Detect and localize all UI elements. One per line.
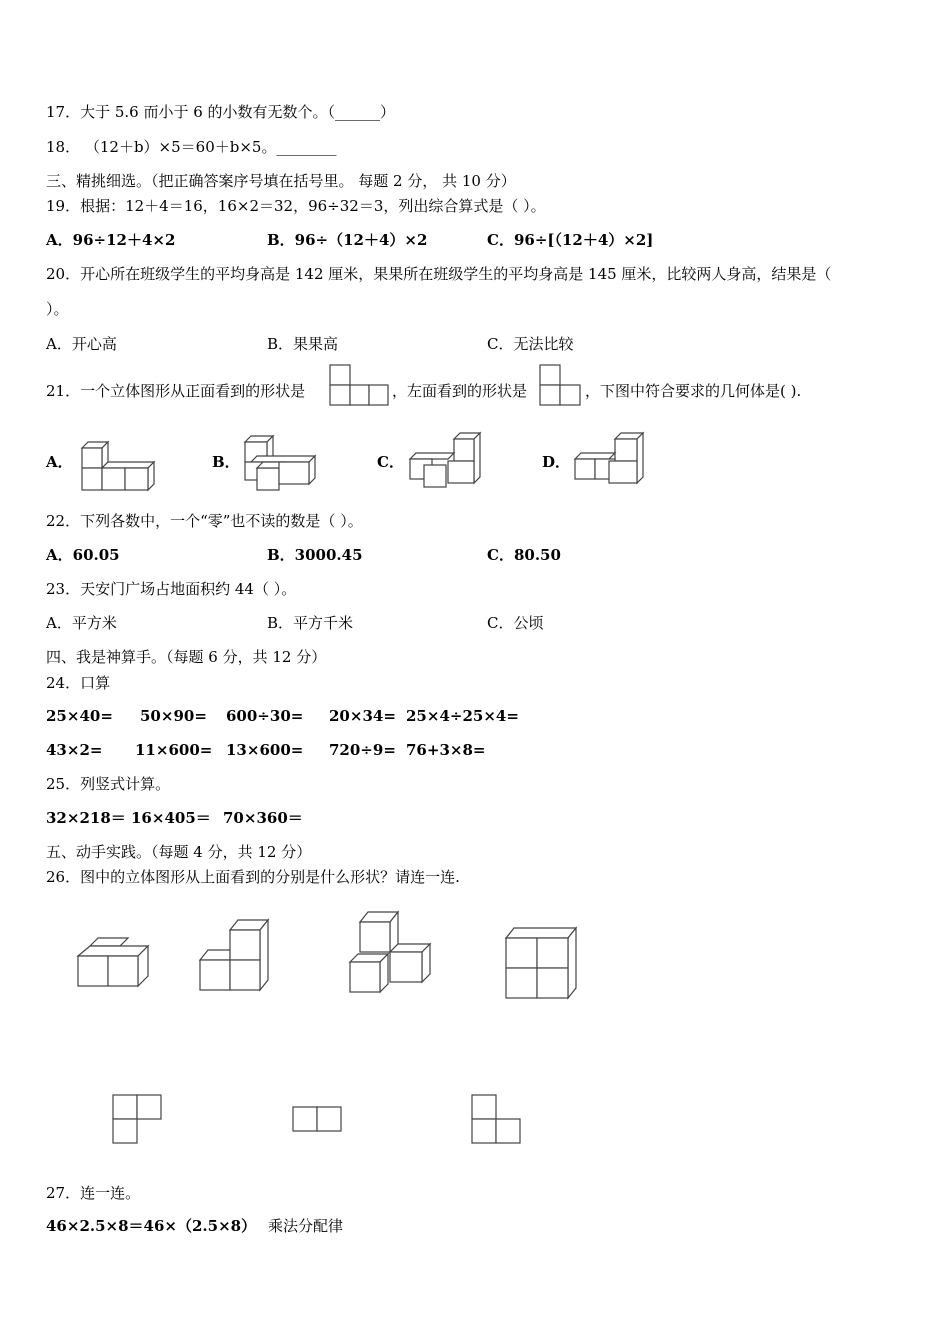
- mental-math-item: 20×34=: [329, 707, 396, 725]
- mental-math-item: 13×600=: [226, 741, 304, 759]
- q23-option-a: A．平方米: [46, 614, 117, 632]
- q21-option-d-label: D．: [542, 453, 571, 471]
- section-3-heading: 三、精挑细选。（把正确答案序号填在括号里。 每题 2 分， 共 10 分）: [46, 172, 516, 190]
- top-view-shape-2: [292, 1106, 344, 1134]
- q21-option-b-label: B．: [212, 453, 240, 471]
- q21-option-c-figure: [408, 431, 484, 493]
- solid-figure-4: [504, 926, 580, 1002]
- q21-option-a-label: A．: [46, 453, 73, 471]
- mental-math-item: 25×40=: [46, 707, 113, 725]
- q27-right-law: 乘法分配律: [268, 1217, 344, 1235]
- q19-option-c: C．96÷[（12＋4）×2]: [487, 231, 654, 249]
- mental-math-item: 11×600=: [135, 741, 213, 759]
- question-24-title: 24．口算: [46, 674, 111, 692]
- vertical-calc-item: 70×360＝: [223, 809, 303, 827]
- question-20-stem: 20．开心所在班级学生的平均身高是 142 厘米，果果所在班级学生的平均身高是 145 厘米，比较两人身高，结果是（: [46, 265, 832, 283]
- question-22-stem: 22．下列各数中，一个“零”也不读的数是（ ）。: [46, 512, 363, 530]
- question-17: 17．大于 5.6 而小于 6 的小数有无数个。（______）: [46, 103, 396, 121]
- q19-option-b: B．96÷（12＋4）×2: [267, 231, 428, 249]
- section-4-heading: 四、我是神算手。（每题 6 分，共 12 分）: [46, 648, 327, 666]
- left-view-figure: [540, 364, 582, 406]
- question-21-part1: 21．一个立体图形从正面看到的形状是: [46, 382, 306, 400]
- q21-option-d-figure: [573, 431, 649, 493]
- top-view-shape-1: [112, 1094, 164, 1146]
- front-view-figure: [330, 364, 390, 406]
- question-21-part3: ，下图中符合要求的几何体是( ).: [585, 382, 802, 400]
- question-23-stem: 23．天安门广场占地面积约 44（ ）。: [46, 580, 297, 598]
- solid-figure-3: [348, 910, 434, 998]
- section-5-heading: 五、动手实践。（每题 4 分，共 12 分）: [46, 843, 312, 861]
- q23-option-b: B．平方千米: [267, 614, 354, 632]
- question-18: 18． （12＋b）×5＝60＋b×5。________: [46, 138, 337, 156]
- q20-option-c: C．无法比较: [487, 335, 574, 353]
- question-25-title: 25．列竖式计算。: [46, 775, 171, 793]
- question-19-stem: 19．根据：12＋4＝16，16×2＝32，96÷32＝3，列出综合算式是（ ）。: [46, 197, 546, 215]
- q22-option-a: A．60.05: [46, 546, 120, 564]
- q20-option-a: A．开心高: [46, 335, 117, 353]
- mental-math-item: 43×2=: [46, 741, 103, 759]
- top-view-shape-3: [471, 1094, 523, 1146]
- mental-math-item: 600÷30=: [226, 707, 304, 725]
- q22-option-b: B．3000.45: [267, 546, 363, 564]
- mental-math-item: 720÷9=: [329, 741, 396, 759]
- solid-figure-2: [196, 918, 272, 994]
- question-27-title: 27．连一连。: [46, 1184, 141, 1202]
- q21-option-b-figure: [243, 434, 319, 494]
- mental-math-item: 50×90=: [140, 707, 207, 725]
- question-26-stem: 26．图中的立体图形从上面看到的分别是什么形状？请连一连.: [46, 868, 460, 886]
- solid-figure-1: [76, 936, 152, 990]
- q21-option-c-label: C．: [377, 453, 404, 471]
- q19-option-a: A．96÷12＋4×2: [46, 231, 176, 249]
- q21-option-a-figure: [78, 438, 158, 492]
- mental-math-item: 76+3×8=: [406, 741, 486, 759]
- question-21-part2: ，左面看到的形状是: [392, 382, 528, 400]
- q22-option-c: C．80.50: [487, 546, 561, 564]
- vertical-calc-item: 16×405＝: [131, 809, 211, 827]
- q20-option-b: B．果果高: [267, 335, 339, 353]
- vertical-calc-item: 32×218＝: [46, 809, 126, 827]
- question-20-stem-end: ）。: [46, 300, 69, 318]
- q23-option-c: C．公顷: [487, 614, 544, 632]
- mental-math-item: 25×4÷25×4=: [406, 707, 519, 725]
- q27-left-expression: 46×2.5×8＝46×（2.5×8）: [46, 1217, 257, 1235]
